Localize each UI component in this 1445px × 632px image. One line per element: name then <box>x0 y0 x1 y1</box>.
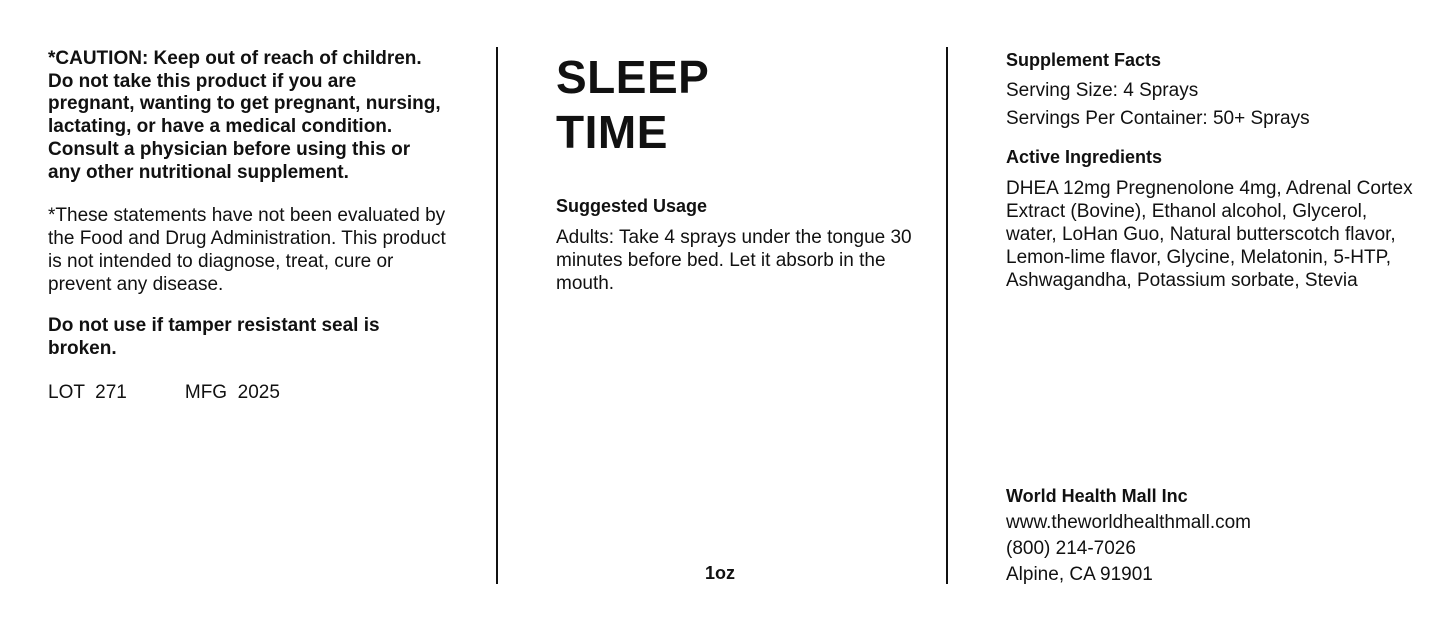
company-phone: (800) 214-7026 <box>1006 538 1136 559</box>
product-title-line1: SLEEP <box>556 51 710 103</box>
serving-size: Serving Size: 4 Sprays <box>1006 80 1199 101</box>
left-divider <box>496 47 498 584</box>
ingredients-list: DHEA 12mg Pregnenolone 4mg, Adrenal Cortex Extract (Bovine), Ethanol alcohol, Glycerol, water, LoHan Guo, Natural butterscotch flavor, Lemon-lime flavor, Glycine, Melatonin, 5-HTP, Ashwagandha, Potassium sorbate, Stevia <box>1006 178 1413 291</box>
right-divider <box>946 47 948 584</box>
company-website: www.theworldhealthmall.com <box>1006 512 1251 533</box>
seal-warning: Do not use if tamper resistant seal is broken. <box>48 315 380 359</box>
product-title-line2: TIME <box>556 106 668 158</box>
supplement-facts-heading: Supplement Facts <box>1006 50 1162 70</box>
lot-number: LOT 271 <box>48 381 127 403</box>
right-panel <box>1006 48 1416 292</box>
company-name: World Health Mall Inc <box>1006 486 1188 506</box>
usage-heading: Suggested Usage <box>556 196 708 216</box>
caution-warning: *CAUTION: Keep out of reach of children. Do not take this product if you are pregnant, wanting to get pregnant, nursing, lactating, or have a medical condition. Consult a physician before using this or any other nutritional supplement. <box>48 48 441 183</box>
left-panel <box>48 48 448 404</box>
usage-text: Adults: Take 4 sprays under the tongue 30 minutes before bed. Let it absorb in the mouth. <box>556 227 912 294</box>
middle-panel <box>556 50 916 295</box>
lot-mfg-line <box>48 381 448 404</box>
mfg-year: MFG 2025 <box>184 381 280 403</box>
company-info <box>1006 484 1426 588</box>
active-ingredients-heading: Active Ingredients <box>1006 147 1163 167</box>
fda-disclaimer: *These statements have not been evaluated by the Food and Drug Administration. This product is not intended to diagnose, treat, cure or prevent any disease. <box>48 205 446 296</box>
product-size: 1oz <box>705 563 736 583</box>
servings-per-container: Servings Per Container: 50+ Sprays <box>1006 108 1310 129</box>
company-address: Alpine, CA 91901 <box>1006 564 1153 585</box>
